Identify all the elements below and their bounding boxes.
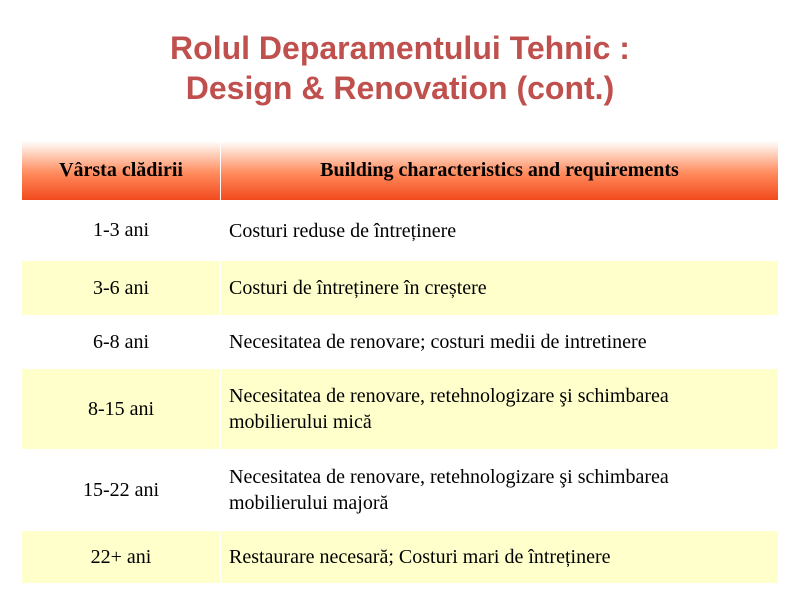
cell-age: 3-6 ani xyxy=(22,261,221,315)
building-age-table xyxy=(22,141,778,583)
table-row xyxy=(22,449,778,531)
cell-age: 22+ ani xyxy=(22,531,221,583)
table-row xyxy=(22,315,778,369)
cell-requirement: Necesitatea de renovare, retehnologizare şi schimbarea mobilierului mică xyxy=(221,369,779,449)
slide-title-line-2: Design & Renovation (cont.) xyxy=(185,70,615,106)
cell-age: 15-22 ani xyxy=(22,449,221,531)
table-row xyxy=(22,531,778,583)
slide-title xyxy=(0,28,800,108)
table-row xyxy=(22,261,778,315)
table-row xyxy=(22,200,778,261)
cell-requirement: Necesitatea de renovare, retehnologizare şi schimbarea mobilierului majoră xyxy=(221,449,779,531)
slide-title-line-1: Rolul Deparamentului Tehnic : xyxy=(170,30,630,66)
cell-requirement: Costuri de întreținere în creștere xyxy=(221,261,779,315)
table-row xyxy=(22,369,778,449)
cell-requirement: Costuri reduse de întreținere xyxy=(221,200,779,261)
cell-age: 1-3 ani xyxy=(22,200,221,261)
header-building-age: Vârsta clădirii xyxy=(22,141,221,200)
header-requirements: Building characteristics and requirements xyxy=(221,141,779,200)
cell-age: 6-8 ani xyxy=(22,315,221,369)
cell-requirement: Necesitatea de renovare; costuri medii de intretinere xyxy=(221,315,779,369)
cell-age: 8-15 ani xyxy=(22,369,221,449)
table-header-row xyxy=(22,141,778,200)
cell-requirement: Restaurare necesară; Costuri mari de întreținere xyxy=(221,531,779,583)
